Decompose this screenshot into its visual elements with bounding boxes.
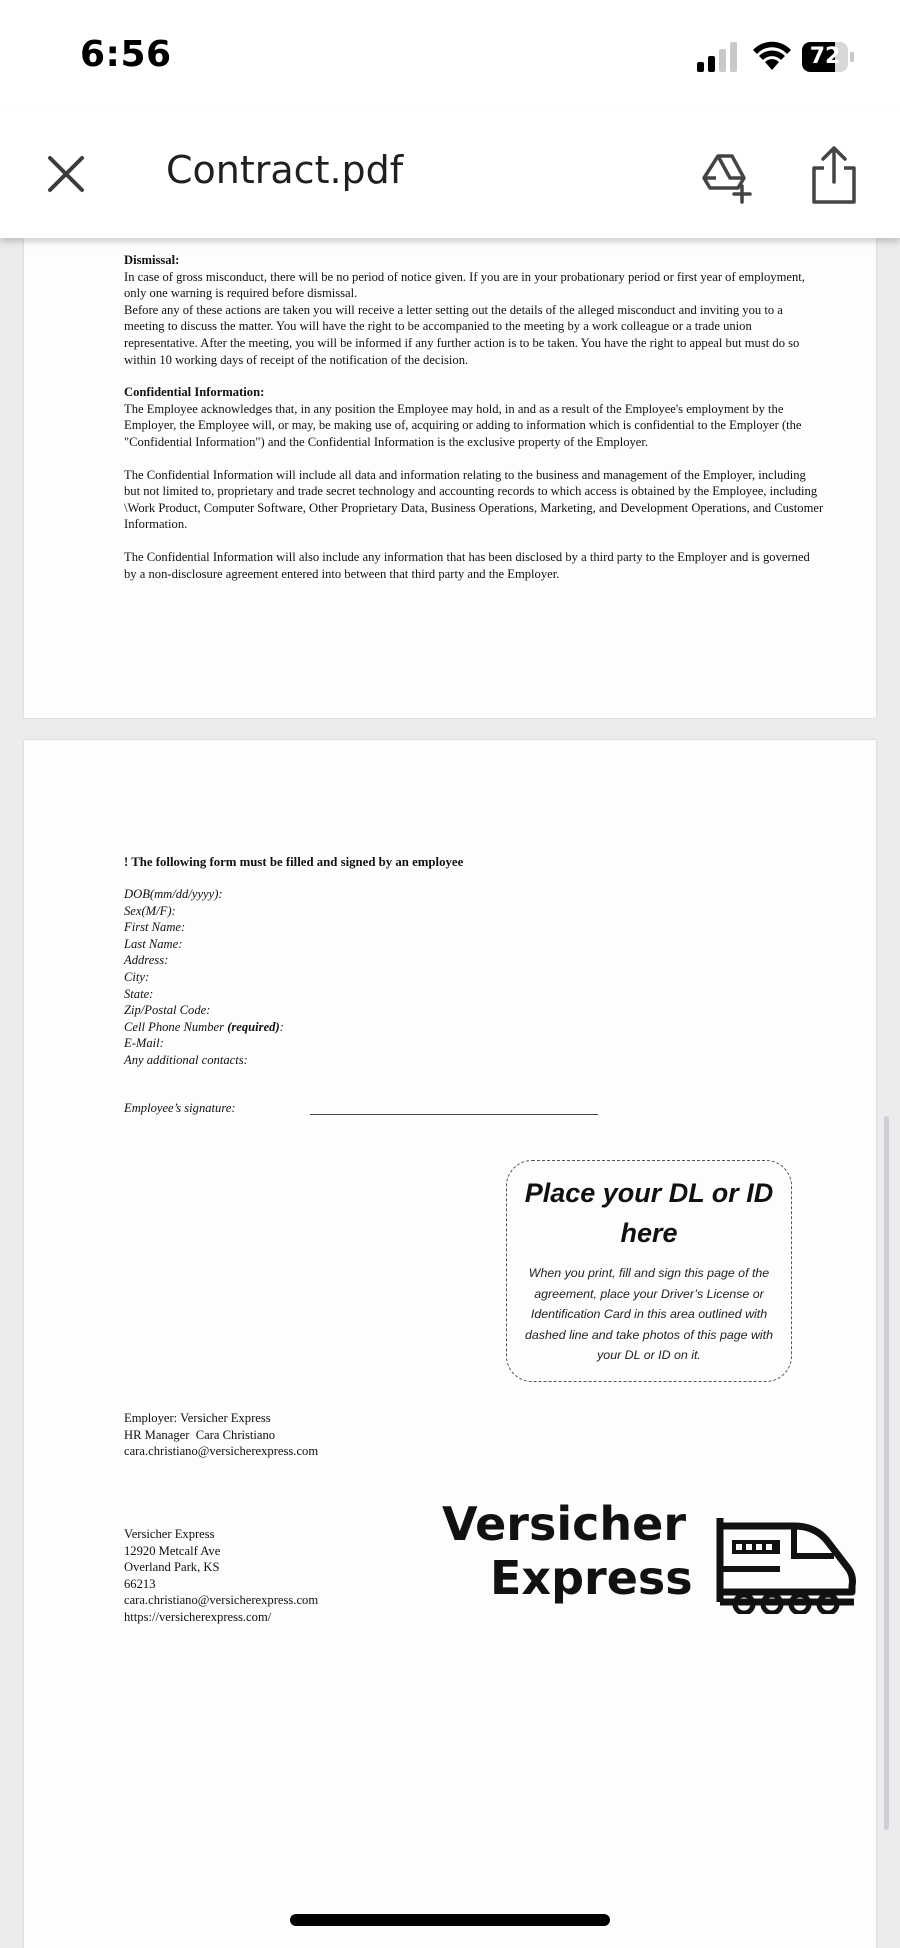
field-additional-contacts: Any additional contacts: — [124, 1052, 248, 1067]
field-first-name: First Name: — [124, 920, 186, 935]
home-indicator[interactable] — [290, 1914, 610, 1926]
address-line-3: Overland Park, KS — [124, 1560, 220, 1575]
field-cell-phone — [124, 1019, 524, 1036]
confidential-paragraph-2: The Confidential Information will include all data and information relating to the business and management of the Employer, including but not limited to, proprietary and trade secret technology and accounting records to which access is obtained by the Employee, including \Work Product, Computer Software, Other Proprietary Data, Business Operations, Marketing, and Development Operations, and Customer Information. — [124, 467, 824, 532]
signature-label: Employee’s signature: — [124, 1101, 236, 1115]
confidential-paragraph-3: The Confidential Information will also include any information that has been disclosed by a third party to the Employer and is governed by a non-disclosure agreement entered into between that third party and the Employer. — [124, 549, 810, 581]
dismissal-paragraph-1: In case of gross misconduct, there will be no period of notice given. If you are in your probationary period or first year of employment, only one warning is required before dismissal. — [124, 269, 805, 301]
id-box-instructions: When you print, fill and sign this page of the agreement, place your Driver’s License or Identification Card in this area outlined with dashed line and take photos of this page with your DL or ID on it. — [525, 1266, 773, 1362]
battery-level: 72 — [809, 44, 841, 69]
confidential-paragraph-1: The Employee acknowledges that, in any position the Employee may hold, in and as a result of the Employee's employment by the Employer, the Employee will, or may, be making use of, acquiring or adding to information which is confidential to the Employer (the "Confidential Information") and the Confidential Information is the exclusive property of the Employer. — [124, 401, 802, 449]
status-bar — [0, 0, 900, 110]
pdf-page-1 — [24, 180, 876, 718]
field-address: Address: — [124, 953, 169, 968]
employer-email: cara.christiano@versicherexpress.com — [124, 1444, 319, 1459]
cell-phone-label: Cell Phone Number — [124, 1019, 228, 1034]
address-email: cara.christiano@versicherexpress.com — [124, 1593, 319, 1608]
field-last-name: Last Name: — [124, 936, 183, 951]
field-email: E-Mail: — [124, 1036, 164, 1051]
status-time: 6:56 — [80, 34, 172, 75]
signal-bars-icon — [697, 42, 739, 72]
address-line-4: 66213 — [124, 1576, 156, 1591]
address-website: https://versicherexpress.com/ — [124, 1609, 272, 1624]
page1-content — [124, 252, 824, 582]
battery-indicator — [802, 42, 854, 72]
company-logo — [442, 1498, 862, 1628]
document-title: Contract.pdf — [166, 148, 404, 192]
signature-row — [124, 1100, 236, 1117]
dismissal-paragraph-2: Before any of these actions are taken you will receive a letter setting out the details of the alleged misconduct and inviting you to a meeting to discuss the matter. You will have the right to be accompanied to the meeting by a work colleague or a trade union representative. After the meeting, you will be informed if any further action is to be taken. You have the right to appeal but must do so within 10 working days of receipt of the notification of the decision. — [124, 302, 800, 367]
field-dob: DOB(mm/dd/yyyy): — [124, 887, 223, 901]
pdf-page-2 — [24, 740, 876, 1948]
wifi-icon — [752, 40, 792, 72]
signature-line — [310, 1114, 598, 1115]
cell-phone-colon: : — [279, 1019, 284, 1034]
dismissal-heading: Dismissal: — [124, 253, 180, 267]
id-box-title: Place your DL or ID here — [524, 1178, 774, 1248]
address-line-2: 12920 Metcalf Ave — [124, 1543, 221, 1558]
field-zip: Zip/Postal Code: — [124, 1003, 211, 1018]
employer-block — [124, 1410, 484, 1460]
company-address-block — [124, 1526, 484, 1626]
battery-cap — [850, 52, 854, 62]
employee-form-fields — [124, 886, 524, 1069]
id-placement-box — [506, 1160, 792, 1382]
battery-body — [802, 42, 848, 72]
close-icon[interactable] — [38, 146, 94, 202]
employer-line-2: HR Manager Cara Christiano — [124, 1427, 276, 1442]
share-icon[interactable] — [806, 144, 862, 206]
train-icon — [716, 1506, 856, 1614]
app-bar — [0, 110, 900, 238]
logo-text-line-2: Express — [490, 1551, 693, 1605]
field-city: City: — [124, 969, 150, 984]
required-marker: (required) — [227, 1019, 280, 1034]
confidential-heading: Confidential Information: — [124, 385, 265, 400]
logo-text-line-1: Versicher — [442, 1497, 687, 1551]
field-state: State: — [124, 986, 154, 1001]
form-title: ! The following form must be filled and signed by an employee — [124, 855, 464, 869]
employer-line-1: Employer: Versicher Express — [124, 1411, 271, 1425]
field-sex: Sex(M/F): — [124, 903, 176, 918]
scroll-indicator[interactable] — [884, 1116, 889, 1830]
add-to-drive-icon[interactable] — [696, 146, 756, 206]
address-line-1: Versicher Express — [124, 1527, 215, 1541]
